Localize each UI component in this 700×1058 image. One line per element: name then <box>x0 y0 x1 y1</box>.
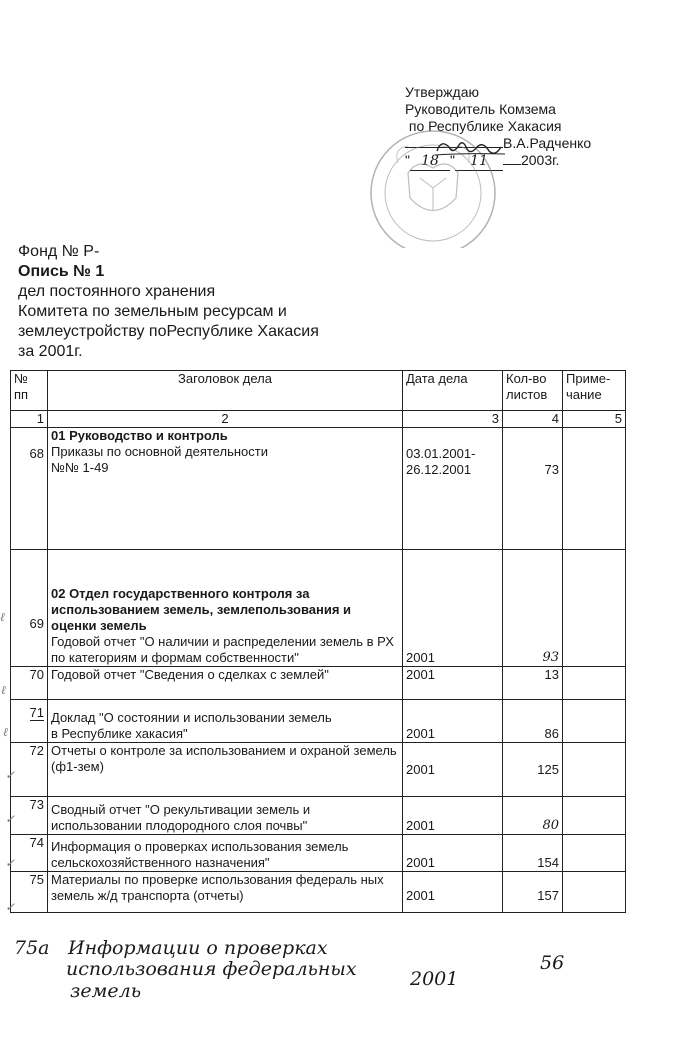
table-row <box>11 700 626 743</box>
row-sheets: 154 <box>503 835 563 872</box>
row-date: 2001 <box>403 835 503 872</box>
row-title: Отчеты о контроле за использованием и охраной земель (ф1-зем) <box>48 743 403 797</box>
row-title: Доклад "О состоянии и использовании земель в Республике хакасия" <box>48 700 403 743</box>
row-date: 2001 <box>403 872 503 913</box>
approval-date-day: 18 <box>410 153 450 171</box>
row-title: Материалы по проверке использования федераль ных земель ж/д транспорта (отчеты) <box>48 872 403 913</box>
inventory-subtitle-2: Комитета по земельным ресурсам и <box>18 303 287 320</box>
header-date: Дата дела <box>403 371 503 411</box>
inventory-subtitle-3: землеустройству поРеспублике Хакасия <box>18 323 319 340</box>
table-row <box>11 872 626 913</box>
approval-title: Утверждаю <box>405 84 479 100</box>
row-sheets: 13 <box>503 667 563 700</box>
header-note: Приме-чание <box>563 371 626 411</box>
row-title: Приказы по основной деятельности №№ 1-49 <box>51 444 268 475</box>
margin-mark: ℓ <box>0 610 5 624</box>
margin-mark: ℓ <box>3 725 8 739</box>
row-date: 2001 <box>403 700 503 743</box>
handwritten-entry-line2: использования федеральных <box>66 958 357 980</box>
table-header-row <box>11 371 626 411</box>
signature-scribble <box>405 133 515 163</box>
handwritten-entry-date: 2001 <box>410 968 459 990</box>
row-num: 68 <box>11 428 48 550</box>
approval-position: Руководитель Комзема <box>405 101 556 117</box>
row-title: Информация о проверках использования земель сельскохозяйственного назначения" <box>48 835 403 872</box>
handwritten-entry-sheets: 56 <box>540 952 565 974</box>
row-date: 2001 <box>403 667 503 700</box>
margin-mark: ℓ <box>1 683 6 697</box>
row-sheets: 125 <box>503 743 563 797</box>
row-sheets: 93 <box>503 550 563 667</box>
row-title: Сводный отчет "О рекультивации земель и использовании плодородного слоя почвы" <box>48 797 403 835</box>
col-number: 5 <box>563 411 626 428</box>
row-sheets: 80 <box>503 797 563 835</box>
row-note <box>563 700 626 743</box>
row-title-cell <box>48 550 403 667</box>
handwritten-entry-line1: Информации о проверках <box>68 937 328 959</box>
header-num: № пп <box>11 371 48 411</box>
row-num: 75 <box>11 872 48 913</box>
approval-date-month: 11 <box>455 153 503 171</box>
handwritten-entry-num: 75а <box>14 937 50 959</box>
row-num: 70 <box>11 667 48 700</box>
row-note <box>563 797 626 835</box>
inventory-title: Опись № 1 <box>18 263 105 280</box>
row-sheets: 157 <box>503 872 563 913</box>
section-heading-02: 02 Отдел государственного контроля за использованием земель, землепользования и оценки земель <box>51 586 352 633</box>
margin-mark: ✓ <box>5 812 16 826</box>
header-title: Заголовок дела <box>48 371 403 411</box>
inventory-subtitle-4: за 2001г. <box>18 343 83 360</box>
table-row <box>11 550 626 667</box>
approval-date: " 18 " 11 2003г. <box>405 152 560 169</box>
row-note <box>563 743 626 797</box>
margin-mark: ✓ <box>5 768 16 782</box>
row-num: 73 <box>11 797 48 835</box>
inventory-table <box>10 370 626 913</box>
column-numbers-row <box>11 411 626 428</box>
approval-date-year: 2003г. <box>520 152 560 168</box>
col-number: 1 <box>11 411 48 428</box>
col-number: 3 <box>403 411 503 428</box>
row-num: 74 <box>11 835 48 872</box>
col-number: 4 <box>503 411 563 428</box>
row-num: 71 <box>11 700 48 743</box>
table-row <box>11 835 626 872</box>
row-num: 72 <box>11 743 48 797</box>
col-number: 2 <box>48 411 403 428</box>
approval-region: по Республике Хакасия <box>405 118 562 134</box>
row-title-cell <box>48 428 403 550</box>
section-heading-01: 01 Руководство и контроль <box>51 428 228 443</box>
table-row <box>11 743 626 797</box>
header-sheets: Кол-во листов <box>503 371 563 411</box>
margin-mark: ✓ <box>5 856 16 870</box>
row-sheets: 73 <box>503 428 563 550</box>
row-note <box>563 428 626 550</box>
row-title: Годовой отчет "Сведения о сделках с землей" <box>48 667 403 700</box>
row-date: 2001 <box>403 550 503 667</box>
row-note <box>563 667 626 700</box>
row-note <box>563 550 626 667</box>
handwritten-entry-line3: земель <box>70 980 142 1002</box>
margin-mark: ✓ <box>5 900 16 914</box>
row-title: Годовой отчет "О наличии и распределении земель в РХ по категориям и формам собственности" <box>51 634 394 665</box>
inventory-subtitle-1: дел постоянного хранения <box>18 283 216 300</box>
fond-number: Фонд № Р- <box>18 243 100 260</box>
approval-signer-name: В.А.Радченко <box>503 135 592 151</box>
row-date: 03.01.2001- 26.12.2001 <box>403 428 503 550</box>
table-row <box>11 667 626 700</box>
row-sheets: 86 <box>503 700 563 743</box>
row-date: 2001 <box>403 797 503 835</box>
inventory-heading <box>18 242 319 362</box>
table-row <box>11 428 626 550</box>
row-num: 69 <box>11 550 48 667</box>
row-note <box>563 835 626 872</box>
row-date: 2001 <box>403 743 503 797</box>
table-row <box>11 797 626 835</box>
row-note <box>563 872 626 913</box>
